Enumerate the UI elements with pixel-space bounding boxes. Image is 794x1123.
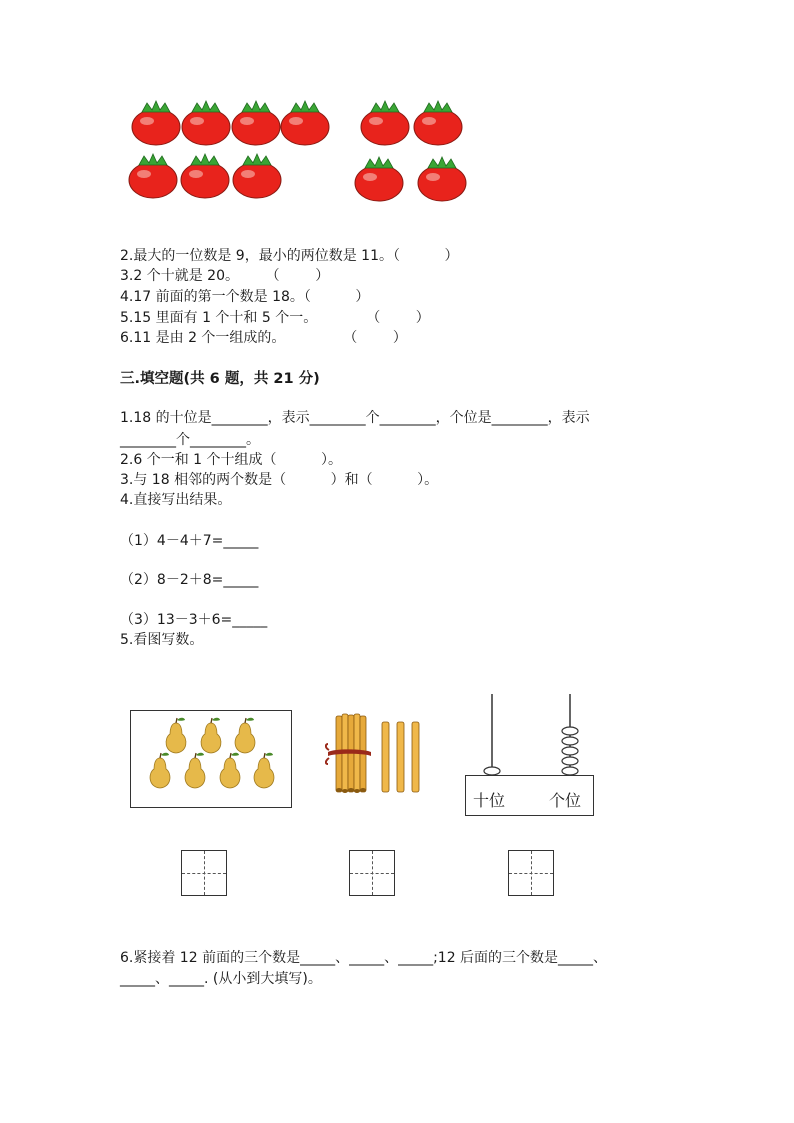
question-5: 5.看图写数。	[120, 632, 204, 648]
pear-icon	[254, 753, 274, 788]
tomato-icon	[232, 101, 280, 145]
tomato-icon	[355, 157, 403, 201]
tomato-group-right	[355, 101, 466, 201]
ones-bead-icon	[562, 737, 578, 745]
tomato-icon	[132, 101, 180, 145]
pear-icon	[166, 718, 186, 753]
tomato-icon	[414, 101, 462, 145]
ones-beads	[562, 727, 578, 775]
question-4: 4.直接写出结果。	[120, 492, 232, 508]
abacus-ones-label: 个位	[549, 791, 582, 810]
stick-icon	[397, 722, 404, 792]
answer-grid-pears[interactable]	[181, 850, 227, 896]
stick-icon	[382, 722, 389, 792]
answer-grid-sticks[interactable]	[349, 850, 395, 896]
tens-bead-icon	[484, 767, 500, 775]
stick-icon	[412, 722, 419, 792]
pear-icon	[150, 753, 170, 788]
pear-picture	[130, 710, 292, 808]
ones-bead-icon	[562, 757, 578, 765]
tomato-icon	[418, 157, 466, 201]
tomato-icon	[182, 101, 230, 145]
pear-group	[131, 711, 291, 807]
question-2: 2.6 个一和 1 个十组成（ ）。	[120, 452, 343, 468]
pear-icon	[235, 718, 255, 753]
ones-bead-icon	[562, 767, 578, 775]
abacus-rods	[460, 690, 600, 778]
section-title: 三.填空题(共 6 题，共 21 分)	[120, 371, 320, 387]
judge-item-2: 2.最大的一位数是 9，最小的两位数是 11。（ ）	[120, 248, 459, 264]
tomato-icon	[181, 154, 229, 198]
tomato-icon	[281, 101, 329, 145]
judge-item-4: 4.17 前面的第一个数是 18。（ ）	[120, 289, 370, 305]
stick-bundle-icon	[326, 714, 371, 793]
pear-icon	[185, 753, 205, 788]
tomato-icon	[361, 101, 409, 145]
sticks-picture	[325, 712, 425, 798]
pear-icon	[220, 753, 240, 788]
judge-item-5: 5.15 里面有 1 个十和 5 个一。 （ ）	[120, 310, 430, 326]
question-6-line-1: 6.紧接着 12 前面的三个数是_____、_____、_____;12 后面的三个数是_____、	[120, 950, 608, 966]
question-4-item-3: （3）13－3＋6=_____	[120, 612, 268, 628]
question-3: 3.与 18 相邻的两个数是（ ）和（ ）。	[120, 472, 439, 488]
answer-grid-abacus[interactable]	[508, 850, 554, 896]
ones-bead-icon	[562, 727, 578, 735]
tomato-icon	[129, 154, 177, 198]
question-1-line-1: 1.18 的十位是________，表示________个________，个位是________，表示	[120, 410, 590, 426]
question-4-item-2: （2）8－2＋8=_____	[120, 572, 259, 588]
tomato-icon	[233, 154, 281, 198]
pear-icon	[201, 718, 221, 753]
question-6-line-2: _____、_____. (从小到大填写)。	[120, 971, 322, 987]
tomato-group-left	[129, 101, 329, 198]
question-4-item-1: （1）4－4＋7=_____	[120, 533, 259, 549]
judge-item-6: 6.11 是由 2 个一组成的。 （ ）	[120, 330, 407, 346]
tomato-picture	[120, 90, 480, 205]
ones-bead-icon	[562, 747, 578, 755]
abacus-tens-label: 十位	[473, 791, 506, 810]
question-1-line-2: ________个________。	[120, 432, 260, 448]
judge-item-3: 3.2 个十就是 20。 （ ）	[120, 268, 330, 284]
